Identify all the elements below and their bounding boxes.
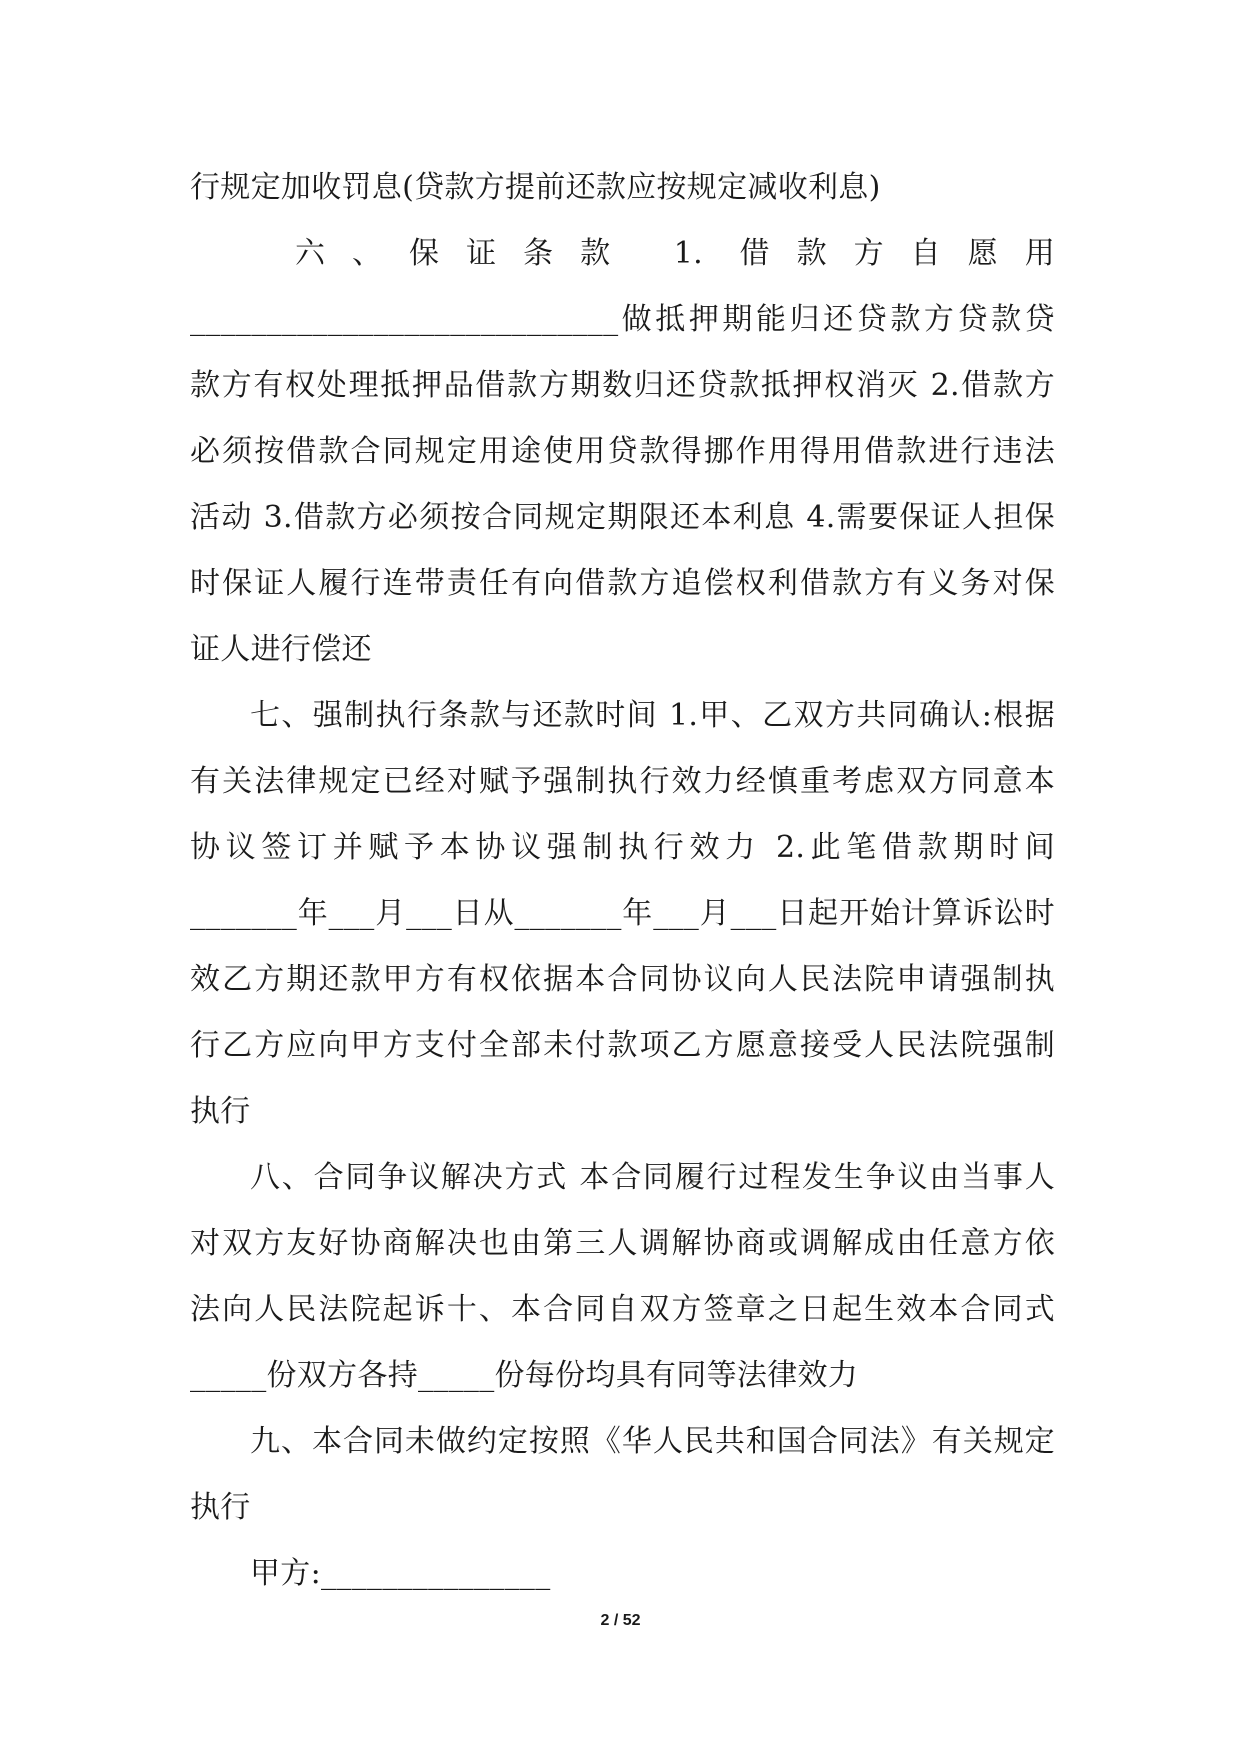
body-line: 有关法律规定已经对赋予强制执行效力经慎重考虑双方同意本 <box>190 764 1055 799</box>
body-line: 法向人民法院起诉十、本合同自双方签章之日起生效本合同式 <box>190 1292 1055 1327</box>
body-line: 执行 <box>190 1094 251 1129</box>
body-line: 执行 <box>190 1490 251 1525</box>
section-heading-enforcement: 七、强制执行条款与还款时间 1.甲、乙双方共同确认:根据 <box>250 698 1055 733</box>
body-line: 款方有权处理抵押品借款方期数归还贷款抵押权消灭 2.借款方 <box>190 368 1055 403</box>
body-line: 必须按借款合同规定用途使用贷款得挪作用得用借款进行违法 <box>190 434 1055 469</box>
body-line: _____份双方各持_____份每份均具有同等法律效力 <box>190 1358 859 1393</box>
body-line: 证人进行偿还 <box>190 632 372 667</box>
section-heading-other: 九、本合同未做约定按照《华人民共和国合同法》有关规定 <box>250 1424 1055 1459</box>
body-line: 活动 3.借款方必须按合同规定期限还本利息 4.需要保证人担保 <box>190 500 1055 535</box>
body-line: 时保证人履行连带责任有向借款方追偿权利借款方有义务对保 <box>190 566 1055 601</box>
body-line: 协议签订并赋予本协议强制执行效力 2.此笔借款期时间 <box>190 830 1055 865</box>
page-number: 2 / 52 <box>600 1612 641 1629</box>
section-heading-guarantee: 六、保证条款 1. 借款方自愿用 <box>295 236 1055 271</box>
party-a-signature-line: 甲方:_______________ <box>250 1556 551 1591</box>
body-line: _______年___月___日从_______年___月___日起开始计算诉讼时 <box>190 896 1055 931</box>
section-heading-dispute: 八、合同争议解决方式 本合同履行过程发生争议由当事人 <box>250 1160 1055 1195</box>
body-line: 效乙方期还款甲方有权依据本合同协议向人民法院申请强制执 <box>190 962 1055 997</box>
body-line: ____________________________做抵押期能归还贷款方贷款贷 <box>190 302 1055 337</box>
body-line: 行规定加收罚息(贷款方提前还款应按规定减收利息) <box>190 170 881 205</box>
document-body <box>190 155 1055 1607</box>
body-line: 对双方友好协商解决也由第三人调解协商或调解成由任意方依 <box>190 1226 1055 1261</box>
body-line: 行乙方应向甲方支付全部未付款项乙方愿意接受人民法院强制 <box>190 1028 1055 1063</box>
